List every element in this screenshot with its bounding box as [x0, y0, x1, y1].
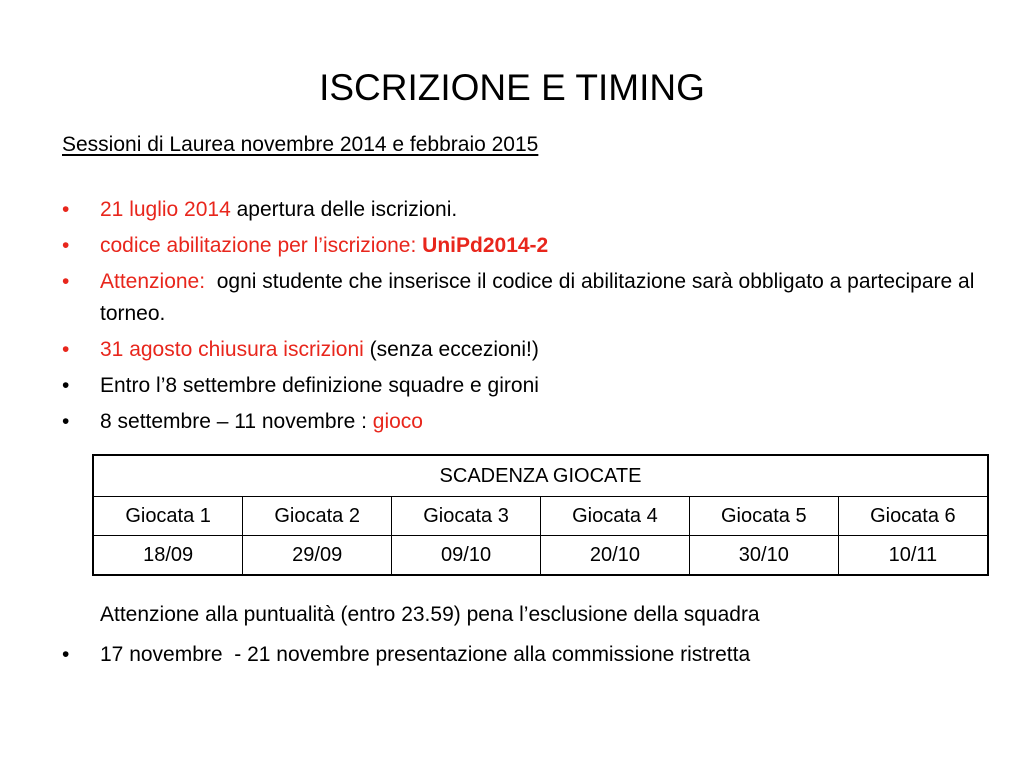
deadline-date: 18/09	[93, 536, 243, 576]
deadline-date: 20/10	[540, 536, 689, 576]
opening-text: apertura delle iscrizioni.	[230, 198, 458, 221]
timeline-bullet-list	[62, 194, 982, 442]
table-row	[93, 497, 988, 536]
bullet-attention	[62, 266, 982, 330]
table-header: SCADENZA GIOCATE	[93, 455, 988, 497]
column-label: Giocata 6	[838, 497, 988, 536]
bullet-game-period	[62, 406, 982, 438]
column-label: Giocata 4	[540, 497, 689, 536]
deadline-date: 10/11	[838, 536, 988, 576]
game-period-dates: 8 settembre – 11 novembre :	[100, 410, 373, 433]
column-label: Giocata 3	[392, 497, 541, 536]
bullet-icon: •	[62, 374, 70, 397]
teams-definition-text: Entro l’8 settembre definizione squadre e gironi	[100, 374, 539, 397]
bullet-teams-definition	[62, 370, 982, 402]
presentation-text: 17 novembre - 21 novembre presentazione alla commissione ristretta	[100, 643, 751, 666]
bullet-icon: •	[62, 643, 70, 666]
deadline-date: 29/09	[243, 536, 392, 576]
slide-title: ISCRIZIONE E TIMING	[319, 67, 705, 108]
bullet-icon: •	[62, 270, 70, 293]
deadline-date: 09/10	[392, 536, 541, 576]
final-bullet-list	[62, 640, 982, 670]
closing-text: (senza eccezioni!)	[363, 338, 539, 361]
table-header-row	[93, 455, 988, 497]
enable-code-label: codice abilitazione per l’iscrizione:	[100, 234, 423, 257]
table-row	[93, 536, 988, 576]
bullet-icon: •	[62, 410, 70, 433]
column-label: Giocata 1	[93, 497, 243, 536]
deadlines-table	[92, 454, 989, 576]
deadline-date: 30/10	[689, 536, 838, 576]
punctuality-note: Attenzione alla puntualità (entro 23.59) pena l’esclusione della squadra	[100, 603, 760, 626]
attention-text: ogni studente che inserisce il codice di abilitazione sarà obbligato a partecipare al torneo.	[100, 270, 981, 325]
bullet-enable-code	[62, 230, 982, 262]
bullet-icon: •	[62, 198, 70, 221]
game-label: gioco	[372, 410, 423, 433]
enable-code-value: UniPd2014-2	[422, 234, 549, 257]
column-label: Giocata 2	[243, 497, 392, 536]
bullet-icon: •	[62, 338, 70, 361]
bullet-icon: •	[62, 234, 70, 257]
column-label: Giocata 5	[689, 497, 838, 536]
slide-subtitle: Sessioni di Laurea novembre 2014 e febbraio 2015	[62, 133, 539, 156]
bullet-registration-closing	[62, 334, 982, 366]
attention-label: Attenzione:	[100, 270, 206, 293]
bullet-presentation	[62, 640, 982, 670]
opening-date: 21 luglio 2014	[100, 198, 231, 221]
closing-date: 31 agosto chiusura iscrizioni	[100, 338, 364, 361]
bullet-registration-opening	[62, 194, 982, 226]
